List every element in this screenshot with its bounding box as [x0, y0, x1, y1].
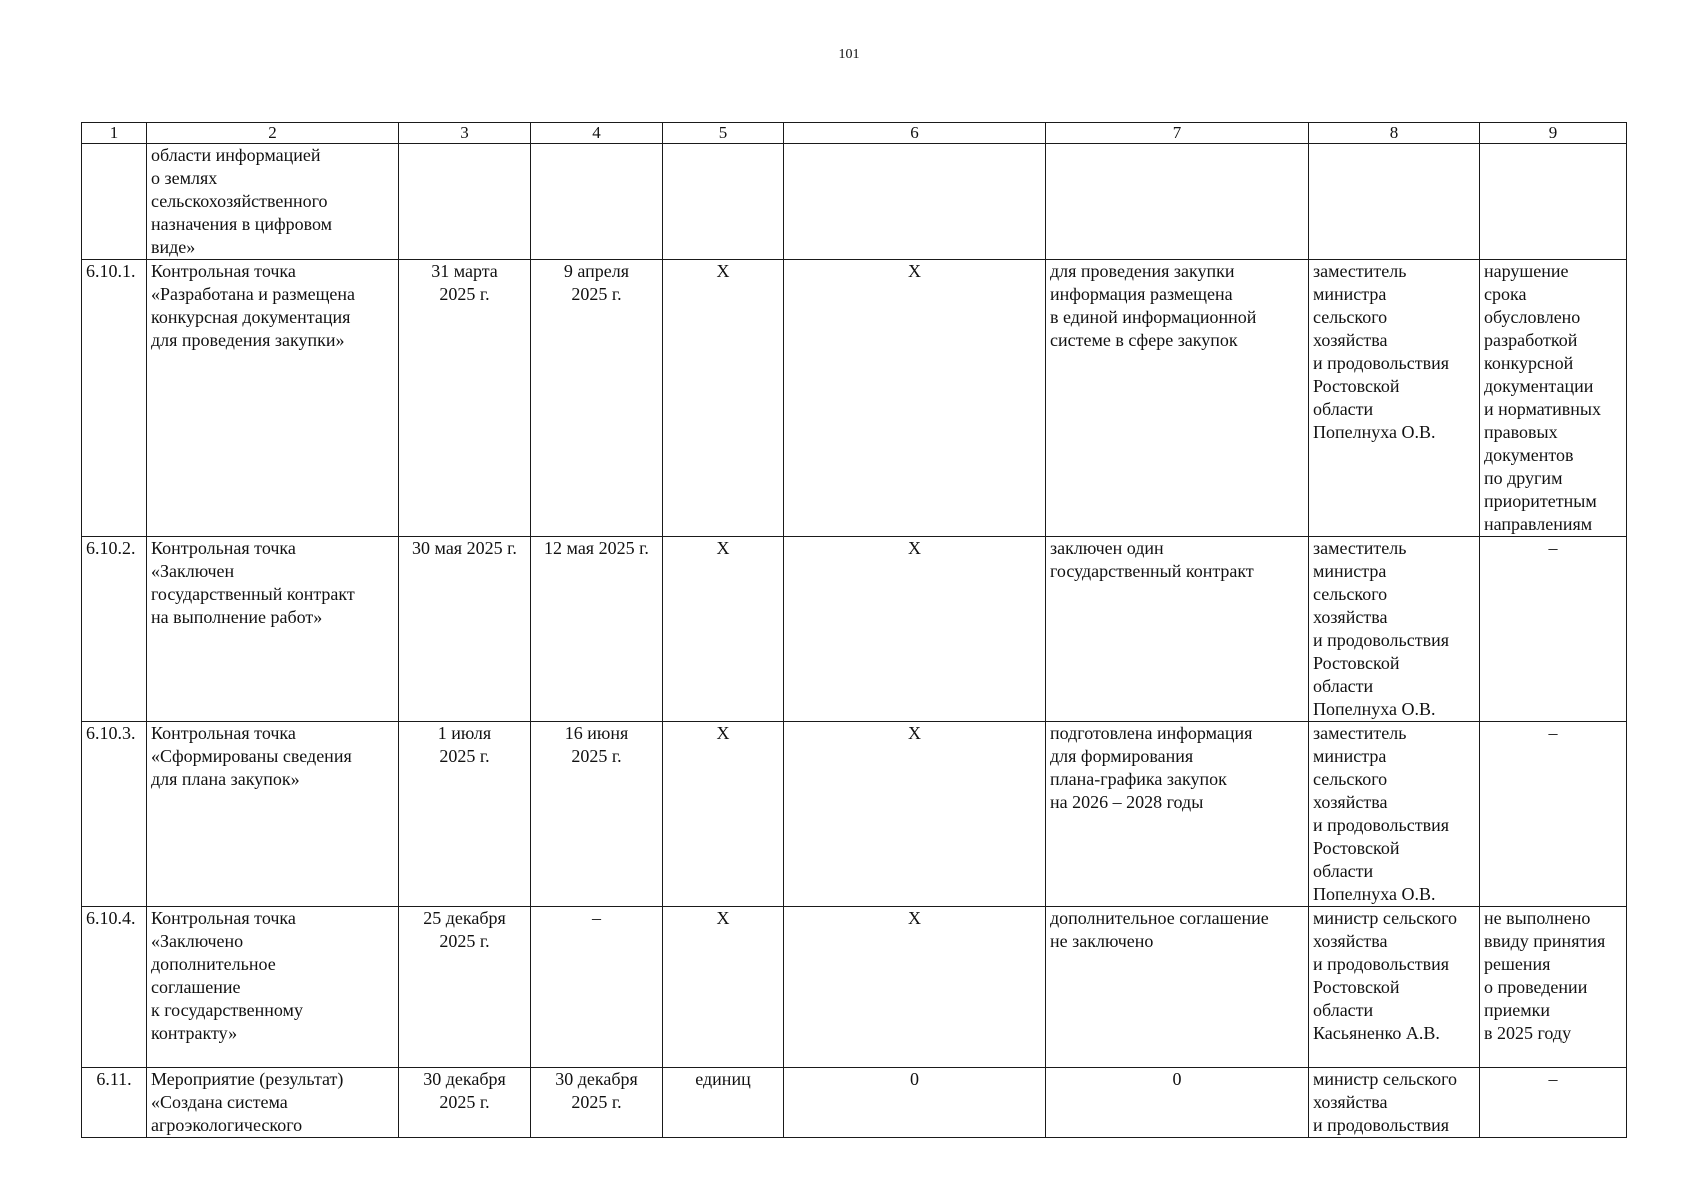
responsible: заместитель министра сельского хозяйства и продовольствия Ростовской области Попелнуха О.В.: [1309, 260, 1480, 537]
row-number: [82, 144, 147, 260]
table-row: [82, 722, 1627, 907]
row-number: 6.10.2.: [82, 537, 147, 722]
plan-value: 0: [784, 1068, 1046, 1138]
plan-date: 30 мая 2025 г.: [399, 537, 531, 722]
plan-date: [399, 144, 531, 260]
unit: X: [663, 537, 784, 722]
note: [1480, 144, 1627, 260]
unit: X: [663, 722, 784, 907]
column-number: 8: [1309, 123, 1480, 144]
note: –: [1480, 537, 1627, 722]
row-number: 6.10.3.: [82, 722, 147, 907]
column-numbers-row: [82, 123, 1627, 144]
item-name: Контрольная точка «Разработана и размещена конкурсная документация для проведения закупки»: [147, 260, 399, 537]
item-name: области информацией о землях сельскохозяйственного назначения в цифровом виде»: [147, 144, 399, 260]
note: нарушение срока обусловлено разработкой конкурсной документации и нормативных правовых документов по другим приоритетным направлениям: [1480, 260, 1627, 537]
item-name: Контрольная точка «Заключен государственный контракт на выполнение работ»: [147, 537, 399, 722]
fact-date: 30 декабря 2025 г.: [531, 1068, 663, 1138]
result: [1046, 144, 1309, 260]
note: –: [1480, 1068, 1627, 1138]
result: 0: [1046, 1068, 1309, 1138]
responsible: министр сельского хозяйства и продовольствия Ростовской области Касьяненко А.В.: [1309, 907, 1480, 1068]
plan-value: X: [784, 907, 1046, 1068]
plan-value: X: [784, 537, 1046, 722]
plan-date: 31 марта 2025 г.: [399, 260, 531, 537]
item-name: Мероприятие (результат) «Создана система агроэкологического: [147, 1068, 399, 1138]
table-row: [82, 260, 1627, 537]
plan-value: X: [784, 260, 1046, 537]
unit: [663, 144, 784, 260]
row-number: 6.10.1.: [82, 260, 147, 537]
responsible: заместитель министра сельского хозяйства и продовольствия Ростовской области Попелнуха О.В.: [1309, 722, 1480, 907]
responsible: министр сельского хозяйства и продовольствия: [1309, 1068, 1480, 1138]
fact-date: 16 июня 2025 г.: [531, 722, 663, 907]
fact-date: –: [531, 907, 663, 1068]
column-number: 5: [663, 123, 784, 144]
result: для проведения закупки информация размещена в единой информационной системе в сфере закупок: [1046, 260, 1309, 537]
report-table: [81, 122, 1627, 1138]
table-row: [82, 907, 1627, 1068]
item-name: Контрольная точка «Заключено дополнительное соглашение к государственному контракту»: [147, 907, 399, 1068]
plan-date: 25 декабря 2025 г.: [399, 907, 531, 1068]
column-number: 4: [531, 123, 663, 144]
page-number: 101: [838, 47, 860, 62]
result: заключен один государственный контракт: [1046, 537, 1309, 722]
plan-date: 30 декабря 2025 г.: [399, 1068, 531, 1138]
column-number: 2: [147, 123, 399, 144]
responsible: заместитель министра сельского хозяйства и продовольствия Ростовской области Попелнуха О.В.: [1309, 537, 1480, 722]
column-number: 3: [399, 123, 531, 144]
fact-date: [531, 144, 663, 260]
table-row: [82, 144, 1627, 260]
row-number: 6.10.4.: [82, 907, 147, 1068]
unit: X: [663, 907, 784, 1068]
result: дополнительное соглашение не заключено: [1046, 907, 1309, 1068]
column-number: 1: [82, 123, 147, 144]
column-number: 7: [1046, 123, 1309, 144]
note: –: [1480, 722, 1627, 907]
unit: X: [663, 260, 784, 537]
plan-value: X: [784, 722, 1046, 907]
column-number: 9: [1480, 123, 1627, 144]
note: не выполнено ввиду принятия решения о проведении приемки в 2025 году: [1480, 907, 1627, 1068]
result: подготовлена информация для формирования плана-графика закупок на 2026 – 2028 годы: [1046, 722, 1309, 907]
column-number: 6: [784, 123, 1046, 144]
table-row: [82, 1068, 1627, 1138]
unit: единиц: [663, 1068, 784, 1138]
plan-value: [784, 144, 1046, 260]
fact-date: 12 мая 2025 г.: [531, 537, 663, 722]
table-row: [82, 537, 1627, 722]
row-number: 6.11.: [82, 1068, 147, 1138]
item-name: Контрольная точка «Сформированы сведения для плана закупок»: [147, 722, 399, 907]
fact-date: 9 апреля 2025 г.: [531, 260, 663, 537]
plan-date: 1 июля 2025 г.: [399, 722, 531, 907]
responsible: [1309, 144, 1480, 260]
